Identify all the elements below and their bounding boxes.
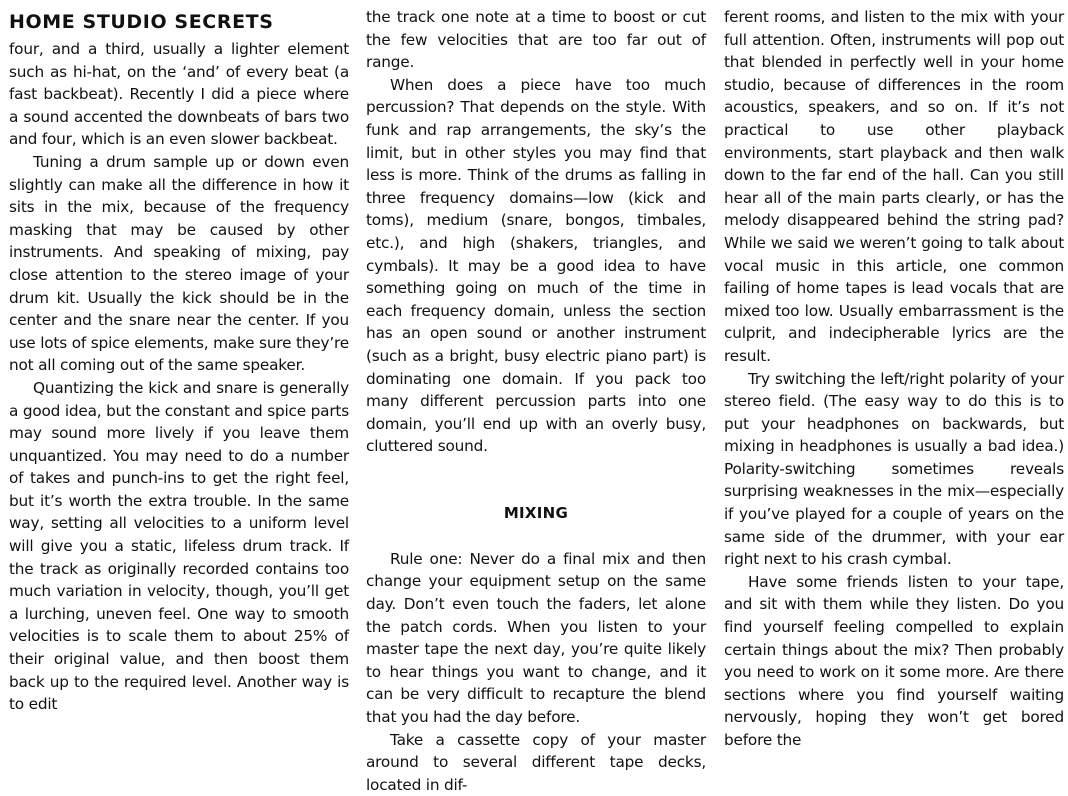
paragraph: Rule one: Never do a final mix and then change your equipment setup on the same day. Don’t even touch the faders, let alone the patch cords. When you listen to your master tape the next day, you’re quite likely to hear things you want to change, and it can be very difficult to recapture the blend that you had the day before. xyxy=(366,549,706,727)
paragraph: Quantizing the kick and snare is generally a good idea, but the constant and spice parts may sound more lively if you leave them unquantized. You may need to do a number of takes and punch-ins to get the right feel, but it’s worth the extra trouble. In the same way, setting all velocities to a uniform level will give you a static, lifeless drum track. If the track as originally recorded contains too much variation in velocity, though, you’ll get a lurching, uneven feel. One way to smooth velocities is to scale them to about 25% of their original value, and then boost them back up to the required level. Another way is to edit xyxy=(9,378,349,714)
column-1 xyxy=(9,6,349,716)
paragraph: Tuning a drum sample up or down even slightly can make all the difference in how it sits in the mix, because of the frequency masking that may be caused by other instruments. And speaking of mixing, pay close attention to the stereo image of your drum kit. Usually the kick should be in the center and the snare near the center. If you use lots of spice elements, make sure they’re not all coming out of the same speaker. xyxy=(9,152,349,375)
paragraph: Take a cassette copy of your master around to several different tape decks, located in dif- xyxy=(366,730,706,794)
column-2 xyxy=(366,6,706,796)
article-title: HOME STUDIO SECRETS xyxy=(9,11,274,33)
paragraph: Have some friends listen to your tape, and sit with them while they listen. Do you find yourself feeling compelled to explain certain things about the mix? Then probably you need to work on it some more. Are there sections where you find yourself waiting nervously, hoping they won’t get bored before the xyxy=(724,572,1064,749)
paragraph: When does a piece have too much percussion? That depends on the style. With funk and rap arrangements, the sky’s the limit, but in other styles you may find that less is more. Think of the drums as falling in three frequency domains—low (kick and toms), medium (snare, bongos, timbales, etc.), and high (shakers, triangles, and cymbals). It may be a good idea to have something going on much of the time in each frequency domain, unless the section has an open sound or another instrument (such as a bright, busy electric piano part) is dominating one domain. If you pack too many different percussion parts into one domain, you’ll end up with an overly busy, cluttered sound. xyxy=(366,75,706,456)
section-heading-mixing: MIXING xyxy=(503,503,569,522)
paragraph: ferent rooms, and listen to the mix with your full attention. Often, instruments will pop out that blended in perfectly well in your home studio, because of differences in the room acoustics, speakers, and so on. If it’s not practical to use other playback environments, start playback and then walk down to the far end of the hall. Can you still hear all of the main parts clearly, or has the melody disappeared behind the string pad? While we said we weren’t going to talk about vocal music in this article, one common failing of home tapes is lead vocals that are mixed too low. Usually embarrassment is the culprit, and indecipherable lyrics are the result. xyxy=(724,8,1064,365)
paragraph: the track one note at a time to boost or cut the few velocities that are too far out of range. xyxy=(366,8,706,72)
paragraph: four, and a third, usually a lighter element such as hi-hat, on the ‘and’ of every beat (a fast backbeat). Recently I did a piece where a sound accented the downbeats of bars two and four, which is an even slower backbeat. xyxy=(9,40,349,149)
paragraph: Try switching the left/right polarity of your stereo field. (The easy way to do this is to put your headphones on backwards, but mixing in headphones is usually a bad idea.) Polarity-switching sometimes reveals surprising weaknesses in the mix—especially if you’ve played for a couple of years on the same side of the drummer, with your ear right next to his crash cymbal. xyxy=(724,369,1064,569)
column-3 xyxy=(724,6,1064,752)
